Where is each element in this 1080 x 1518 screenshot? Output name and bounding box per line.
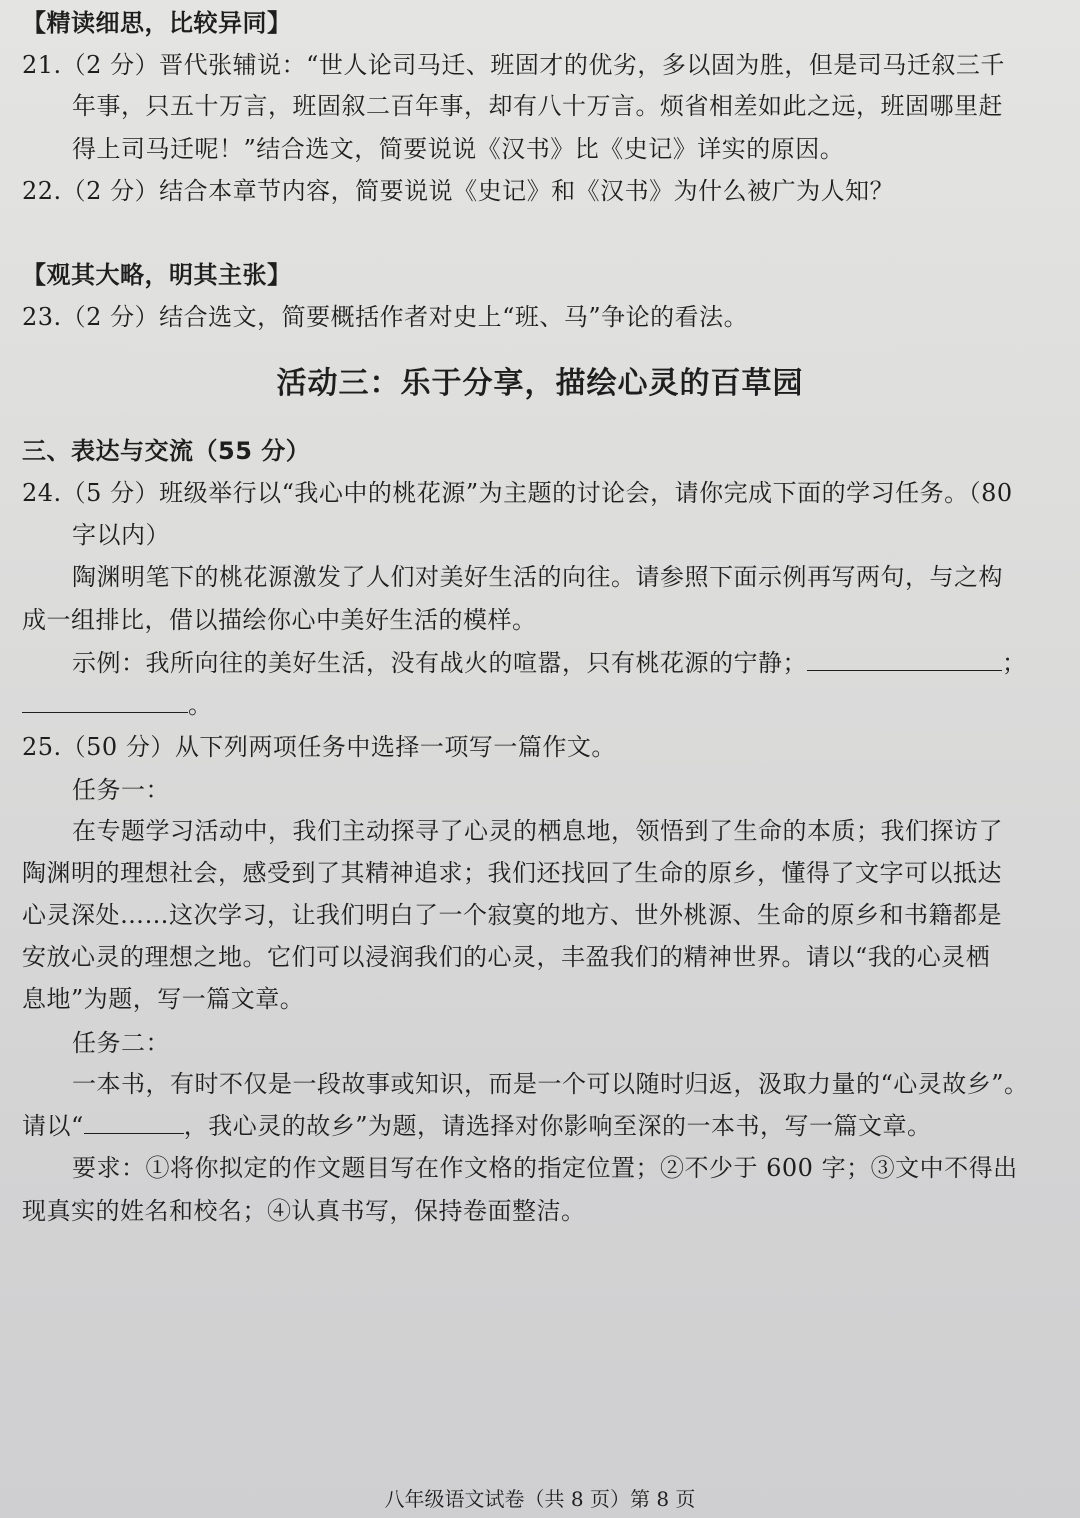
part-3-heading: 三、表达与交流（55 分）	[22, 437, 311, 465]
task-1-line-4: 安放心灵的理想之地。它们可以浸润我们的心灵，丰盈我们的精神世界。请以“我的心灵栖	[22, 943, 991, 971]
task-1-line-2: 陶渊明的理想社会，感受到了其精神追求；我们还找回了生命的原乡，懂得了文字可以抵达	[22, 859, 1002, 887]
question-24-example	[72, 648, 1027, 678]
task-2-prefix: 请以“	[22, 1112, 84, 1140]
section-heading-overview: 【观其大略，明其主张】	[22, 261, 292, 289]
task-2-line-1: 一本书，有时不仅是一段故事或知识，而是一个可以随时归返，汲取力量的“心灵故乡”。	[72, 1070, 1029, 1098]
page-footer: 八年级语文试卷（共 8 页）第 8 页	[384, 1487, 696, 1511]
task-2-label: 任务二：	[72, 1029, 170, 1057]
task-2-line-2	[22, 1111, 932, 1141]
task-1-line-5: 息地”为题，写一篇文章。	[22, 985, 305, 1013]
question-25-line-1: 25.（50 分）从下列两项任务中选择一项写一篇作文。	[22, 733, 616, 761]
question-24-line-1: 24.（5 分）班级举行以“我心中的桃花源”为主题的讨论会，请你完成下面的学习任务。（80	[22, 479, 1013, 507]
task-1-line-3: 心灵深处……这次学习，让我们明白了一个寂寞的地方、世外桃源、生命的原乡和书籍都是	[22, 901, 1002, 929]
question-24-line-2: 字以内）	[72, 521, 170, 549]
question-21-line-3: 得上司马迁呢！”结合选文，简要说说《汉书》比《史记》详实的原因。	[72, 135, 845, 163]
end-mark: 。	[188, 691, 213, 719]
answer-blank-1[interactable]	[807, 648, 1002, 671]
question-24-line-4: 成一组排比，借以描绘你心中美好生活的模样。	[22, 606, 537, 634]
requirements-line-2: 现真实的姓名和校名；④认真书写，保持卷面整洁。	[22, 1197, 586, 1225]
answer-blank-2[interactable]	[22, 690, 188, 713]
question-22: 22.（2 分）结合本章节内容，简要说说《史记》和《汉书》为什么被广为人知？	[22, 177, 895, 205]
title-blank[interactable]	[84, 1111, 184, 1134]
task-2-suffix: ，我心灵的故乡”为题，请选择对你影响至深的一本书，写一篇文章。	[183, 1112, 932, 1140]
question-23: 23.（2 分）结合选文，简要概括作者对史上“班、马”争论的看法。	[22, 303, 749, 331]
example-text: 示例：我所向往的美好生活，没有战火的喧嚣，只有桃花源的宁静；	[72, 649, 807, 677]
section-heading-intensive-reading: 【精读细思，比较异同】	[22, 9, 292, 37]
task-1-line-1: 在专题学习活动中，我们主动探寻了心灵的栖息地，领悟到了生命的本质；我们探访了	[72, 817, 1003, 845]
question-21-line-1: 21.（2 分）晋代张辅说：“世人论司马迁、班固才的优劣，多以固为胜，但是司马迁叙三千	[22, 51, 1005, 79]
semicolon: ；	[1002, 649, 1027, 677]
task-1-label: 任务一：	[72, 776, 170, 804]
requirements-line-1: 要求：①将你拟定的作文题目写在作文格的指定位置；②不少于 600 字；③文中不得出	[72, 1154, 1018, 1182]
activity-3-title: 活动三：乐于分享，描绘心灵的百草园	[276, 366, 804, 401]
question-24-continuation	[22, 690, 213, 720]
question-24-line-3: 陶渊明笔下的桃花源激发了人们对美好生活的向往。请参照下面示例再写两句，与之构	[72, 563, 1003, 591]
question-21-line-2: 年事，只五十万言，班固叙二百年事，却有八十万言。烦省相差如此之远，班固哪里赶	[72, 92, 1003, 120]
